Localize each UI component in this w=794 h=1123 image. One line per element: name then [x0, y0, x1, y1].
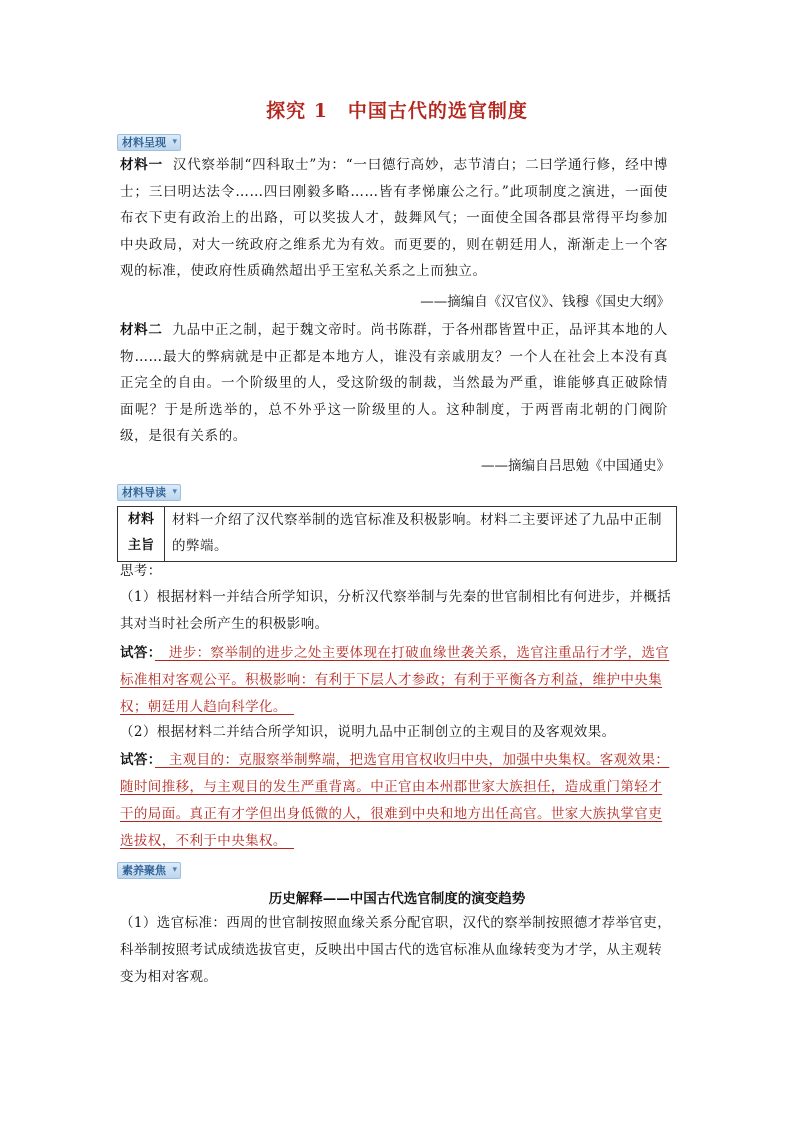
- answer-2-text: 主观目的：克服察举制弊端，把选官用官权收归中央，加强中央集权。客观效果：随时间推移，与主观目的发生严重背离。中正官由本州郡世家大族担任，造成重门第轻才干的局面。真正有才学但出身低微的人，很难到中央和地方出任高官。世家大族执掌官吏选拔权，不利于中央集权。: [120, 752, 670, 849]
- question-1: （1）根据材料一并结合所学知识，分析汉代察举制与先秦的世官制相比有何进步，并概括其对当时社会所产生的积极影响。: [120, 589, 672, 632]
- material2-paragraph: [120, 317, 668, 450]
- material2-text: 九品中正之制，起于魏文帝时。尚书陈群，于各州郡皆置中正，品评其本地的人物……最大的弊病就是中正都是本地方人，谁没有亲戚朋友？一个人在社会上本没有真正完全的自由。一个阶级里的人，受这阶级的制裁，当然最为严重，谁能够真正破除情面呢？于是所选举的，总不外乎这一阶级里的人。这种制度，于两晋南北朝的门阀阶级，是很有关系的。: [120, 322, 668, 444]
- guide-label-line1: 材料: [127, 512, 154, 527]
- answer-2: [120, 747, 672, 855]
- material-show-tag: 材料呈现 ▾: [117, 134, 181, 151]
- question-2: （2）根据材料二并结合所学知识，说明九品中正制创立的主观目的及客观效果。: [120, 724, 616, 740]
- material1-text: 汉代察举制“四科取士”为：“一曰德行高妙，志节清白；二曰学通行修，经中博士；三曰明达法令……四曰刚毅多略……皆有孝悌廉公之行。”此项制度之演进，一面使布衣下吏有政治上的出路，可以奖拔人才，鼓舞风气；一面使全国各郡县常得平均参加中央政局，对大一统政府之维系尤为有效。而更要的，则在朝廷用人，渐渐走上一个客观的标准，使政府性质确然超出乎王室私关系之上而独立。: [120, 157, 668, 279]
- material-guide-table: [117, 506, 677, 562]
- guide-label-line2: 主旨: [127, 538, 154, 553]
- material2-source: ——摘编自吕思勉《中国通史》: [481, 458, 670, 474]
- focus-heading: 历史解释——中国古代选官制度的演变趋势: [268, 891, 526, 907]
- answer-1-label: 试答：: [120, 645, 155, 661]
- guide-label: [118, 507, 165, 561]
- answer-1: [120, 640, 672, 721]
- material1-label: 材料一: [120, 157, 163, 173]
- guide-content: 材料一介绍了汉代察举制的选官标准及积极影响。材料二主要评述了九品中正制的弊端。: [172, 512, 662, 554]
- material1-paragraph: [120, 152, 668, 285]
- page-title: 探究 1 中国古代的选官制度: [266, 100, 528, 122]
- literacy-focus-tag: 素养聚焦 ▾: [117, 862, 181, 879]
- material-guide-tag: 材料导读 ▾: [117, 484, 181, 501]
- focus-paragraph-1: （1）选官标准：西周的世官制按照血缘关系分配官职，汉代的察举制按照德才荐举官吏，科举制按照考试成绩选拔官吏，反映出中国古代的选官标准从血缘转变为才学，从主观转变为相对客观。: [120, 915, 672, 985]
- answer-2-label: 试答：: [120, 752, 155, 768]
- think-label: 思考：: [120, 563, 162, 579]
- material2-label: 材料二: [120, 322, 163, 338]
- answer-1-text: 进步：察举制的进步之处主要体现在打破血缘世袭关系，选官注重品行才学，选官标准相对客观公平。积极影响：有利于下层人才参政；有利于平衡各方利益，维护中央集权；朝廷用人趋向科学化。: [120, 645, 670, 715]
- material1-source: ——摘编自《汉官仪》、钱穆《国史大纲》: [420, 294, 670, 310]
